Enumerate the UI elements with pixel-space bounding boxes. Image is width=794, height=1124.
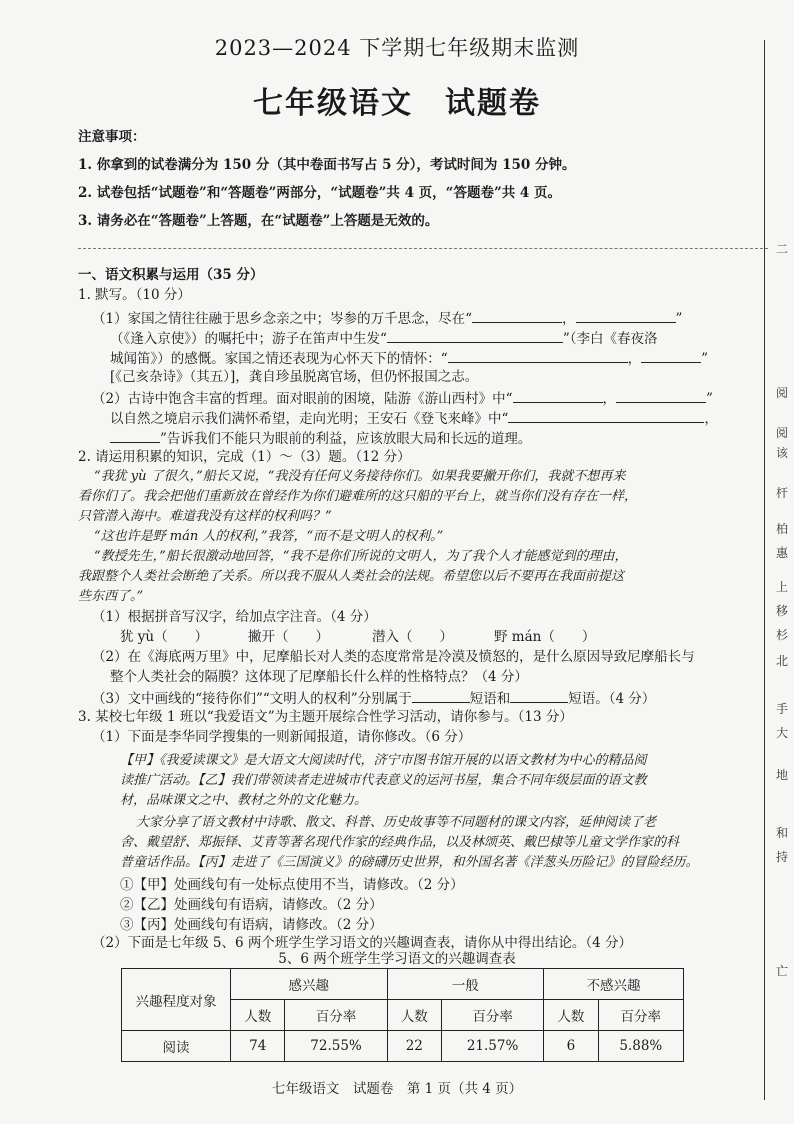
table-cell: 22 [387,1031,441,1062]
passage-line: 看你们了。我会把他们重新放在曾经作为你们避难所的这只船的平台上，就当你们没有存在一样， [78,489,638,504]
answer-blank [616,388,706,403]
sub-question: （2）下面是七年级 5、6 两个班学生学习语文的兴趣调查表，请你从中得出结论。（4 分） [92,935,632,951]
sub-question: 整个人类社会的隔膜？这体现了尼摩船长什么样的性格特点？（4 分） [110,669,528,685]
revision-item: ③【丙】处画线句有语病，请修改。（2 分） [120,917,383,933]
table-corner: 兴趣程度对象 [122,969,231,1031]
question-text: （《逢入京使》）的嘱托中；游子在笛声中生发“ [110,331,387,347]
passage-line: 我跟整个人类社会断绝了关系。所以我不服从人类社会的法规。希望您以后不要再在我面前提这 [78,569,625,584]
page-title: 七年级语文 试题卷 [253,86,541,121]
pinyin-blank: 犹 yù（ ） [120,629,209,645]
interest-survey-table [121,968,684,1062]
table-subheader: 人数 [231,1000,285,1031]
table-subheader: 人数 [544,1000,598,1031]
question-stem: 3. 某校七年级 1 班以“我爱语文”为主题开展综合性学习活动，请你参与。（13 分） [78,709,573,725]
table-cell: 5.88% [598,1031,683,1062]
margin-char: 和 [776,826,789,840]
pinyin-blank: 撇开（ ） [248,629,329,645]
table-row-label: 阅读 [122,1031,231,1062]
question-line: （2）古诗中饱含丰富的哲理。面对眼前的困境，陆游《游山西村》中“ ， ” [92,388,713,408]
question-line [110,328,658,348]
question-text: （2）古诗中饱含丰富的哲理。面对眼前的困境，陆游《游山西村》中“ [92,391,513,407]
margin-char: 惠 [776,546,789,560]
exam-header: 2023—2024 下学期七年级期末监测 [214,36,580,60]
margin-char: 亡 [776,964,789,978]
margin-char: 柏 [776,522,789,536]
table-cell: 21.57% [442,1031,544,1062]
passage-line: 只管潜入海中。难道我没有这样的权利吗？” [78,509,332,524]
table-subheader: 百分率 [442,1000,544,1031]
question-text: 城闻笛》）的感慨。家国之情还表现为心怀天下的情怀：“ [110,351,448,367]
answer-blank [641,348,701,363]
binding-line [764,40,765,1100]
question-text: 以自然之境启示我们满怀希望，走向光明；王安石《登飞来峰》中“ [110,411,509,427]
margin-char: 该 [776,446,789,460]
divider [78,248,768,249]
passage-line: “教授先生，”船长很激动地回答，“我不是你们所说的文明人，为了我个人才能感觉到的理由， [94,549,628,564]
margin-char: 移 [776,604,789,618]
news-line: 读推广活动。【乙】我们带领读者走进城市代表意义的运河书屋，集合不同年级层面的语文教 [120,773,647,788]
question-line: 以自然之境启示我们满怀希望，走向光明；王安石《登飞来峰》中“ ， [110,408,718,428]
revision-item: ①【甲】处画线句有一处标点使用不当，请修改。（2 分） [120,877,464,893]
news-line: 材，品味课文之中、教材之外的文化魅力。 [120,793,368,808]
question-text: 短语和 [469,691,511,707]
margin-char: 北 [776,654,789,668]
passage-line: 些东西了。” [78,589,144,604]
margin-char: 二 [776,242,789,256]
page-footer: 七年级语文 试题卷 第 1 页（共 4 页） [271,1081,523,1097]
margin-char: 地 [776,768,789,782]
answer-blank [472,308,562,323]
answer-blank [448,348,628,363]
news-line: 普童话作品。【丙】走进了《三国演义》的磅礴历史世界，和外国名著《洋葱头历险记》的冒险经历。 [120,855,699,870]
question-text: ”告诉我们不能只为眼前的利益，应该放眼大局和长远的道理。 [160,431,532,447]
margin-char: 上 [776,580,789,594]
table-group-header: 不感兴趣 [544,969,684,1000]
margin-char: 手 [776,702,789,716]
question-text: （3）文中画线的“接待你们”“文明人的权利”分别属于 [92,691,412,707]
margin-char: 大 [776,726,789,740]
question-line [110,428,531,448]
news-line: 大家分享了语文教材中诗歌、散文、科普、历史故事等不同题材的课文内容，延伸阅读了老 [136,815,657,830]
table-cell: 6 [544,1031,598,1062]
table-subheader: 百分率 [285,1000,387,1031]
table-subheader: 人数 [387,1000,441,1031]
answer-blank [513,388,603,403]
notice-item: 3. 请务必在“答题卷”上答题，在“试题卷”上答题是无效的。 [78,213,439,229]
table-group-header: 感兴趣 [231,969,388,1000]
sub-question: （2）在《海底两万里》中，尼摩船长对人类的态度常常是冷漠及愤怒的，是什么原因导致尼摩船长与 [92,649,695,665]
answer-blank [508,408,704,423]
margin-char: 持 [776,850,789,864]
margin-char: 阅 [776,426,789,440]
answer-blank [110,428,160,443]
table-cell: 72.55% [285,1031,387,1062]
revision-item: ②【乙】处画线句有语病，请修改。（2 分） [120,897,383,913]
pinyin-blank: 野 mán（ ） [494,629,596,645]
table-subheader: 百分率 [598,1000,683,1031]
question-stem: 1. 默写。（10 分） [78,287,191,303]
question-line: 城闻笛》）的感慨。家国之情还表现为心怀天下的情怀：“ ， ” [110,348,708,368]
notice-item: 2. 试卷包括“试题卷”和“答题卷”两部分，“试题卷”共 4 页，“答题卷”共 4 页。 [78,185,561,201]
table-title: 5、6 两个班学生学习语文的兴趣调查表 [278,951,516,967]
sub-question: （1）下面是李华同学搜集的一则新闻报道，请你修改。（6 分） [92,729,472,745]
question-text: （1）家国之情往往融于思乡念亲之中；岑参的万千思念，尽在“ [92,311,472,327]
question-text: ”（李白《春夜洛 [562,331,658,347]
margin-char: 阅 [776,386,789,400]
passage-line: “这也许是野 mán 人的权利，”我答，“而不是文明人的权利。” [94,529,444,544]
answer-blank [387,328,563,343]
section-heading: 一、语文积累与运用（35 分） [78,267,264,283]
sub-question: （1）根据拼音写汉字，给加点字注音。（4 分） [92,609,377,625]
margin-char: 杆 [776,486,789,500]
notice-heading: 注意事项： [78,129,146,145]
answer-blank [576,308,676,323]
margin-char: 杉 [776,628,789,642]
question-text: 短语。（4 分） [568,691,656,707]
news-line: 舍、戴望舒、郑振铎、艾青等著名现代作家的经典作品，以及林颂英、戴巴棣等儿童文学作家的科 [120,835,680,850]
notice-item: 1. 你拿到的试卷满分为 150 分（其中卷面书写占 5 分），考试时间为 150 分钟。 [78,157,576,173]
answer-blank [510,688,568,703]
table-group-header: 一般 [387,969,544,1000]
question-text: [《己亥杂诗》（其五）]，龚自珍虽脱离官场，但仍怀报国之志。 [110,369,479,385]
answer-blank [412,688,470,703]
sub-question [92,688,655,708]
passage-line: “我犹 yù 了很久，”船长又说，“我没有任何义务接待你们。如果我要撇开你们，我就不想再来 [94,469,626,484]
news-line: 【甲】《我爱读课文》是大语文大阅读时代，济宁市图书馆开展的以语文教材为中心的精品阅 [120,753,647,768]
question-line: （1）家国之情往往融于思乡念亲之中；岑参的万千思念，尽在“ ， ” [92,308,682,328]
pinyin-blank: 潜入（ ） [372,629,453,645]
question-stem: 2. 请运用积累的知识，完成（1）～（3）题。（12 分） [78,449,411,465]
table-cell: 74 [231,1031,285,1062]
